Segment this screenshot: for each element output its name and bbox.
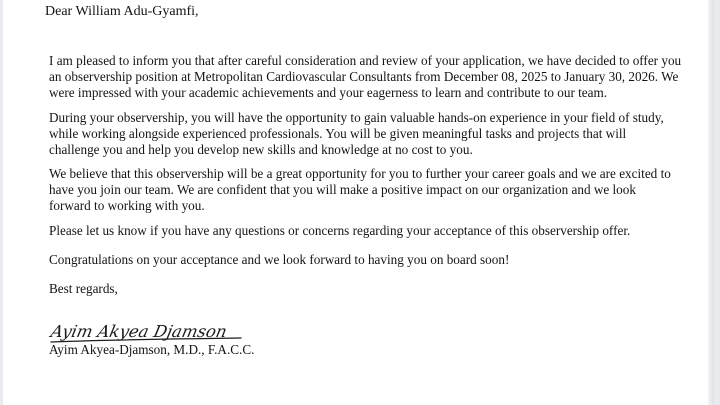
paragraph-line: I am pleased to inform you that after careful consideration and review of your application, we have decided to offer you bbox=[49, 53, 682, 68]
signature-script: Ayim Akyea Djamson bbox=[49, 322, 229, 341]
paragraph-line: while working alongside experienced professionals. You will be given meaningful tasks and projects that will bbox=[49, 126, 627, 141]
salutation: Dear William Adu-Gyamfi, bbox=[45, 4, 199, 19]
paragraph-line: were impressed with your academic achievements and your eagerness to learn and contribute to our team. bbox=[49, 85, 608, 100]
closing-line: Best regards, bbox=[49, 281, 118, 296]
closing bbox=[49, 281, 118, 297]
paragraph-congratulations bbox=[49, 252, 509, 268]
paragraph-line: challenge you and help you develop new skills and knowledge at no cost to you. bbox=[49, 142, 473, 157]
paragraph-line: have you join our team. We are confident that you will make a positive impact on our organization and we look bbox=[49, 182, 636, 197]
page-edge-shadow bbox=[708, 0, 714, 405]
paragraph-line: an observership position at Metropolitan Cardiovascular Consultants from December 08, 2025 to January 30, 2026. We bbox=[49, 69, 679, 84]
paragraph-line: We believe that this observership will be a great opportunity for you to further your career goals and we are excited to bbox=[49, 166, 671, 181]
paragraph-offer bbox=[49, 53, 681, 101]
paragraph-career bbox=[49, 166, 671, 214]
paragraph-line: Please let us know if you have any questions or concerns regarding your acceptance of this observership offer. bbox=[49, 223, 631, 238]
signer-name: Ayim Akyea-Djamson, M.D., F.A.C.C. bbox=[49, 342, 255, 357]
paragraph-experience bbox=[49, 110, 664, 158]
paragraph-questions bbox=[49, 223, 630, 239]
letter-page bbox=[3, 0, 714, 405]
paragraph-line: Congratulations on your acceptance and we look forward to having you on board soon! bbox=[49, 252, 510, 267]
paragraph-line: forward to working with you. bbox=[49, 198, 205, 213]
paragraph-line: During your observership, you will have the opportunity to gain valuable hands-on experience in your field of study, bbox=[49, 110, 664, 125]
